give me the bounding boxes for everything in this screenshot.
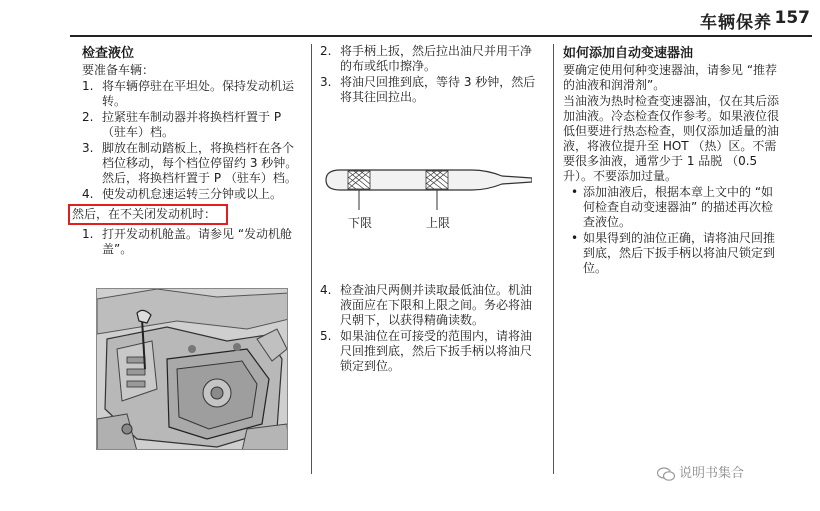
chapter-title: 车辆保养 bbox=[700, 13, 772, 33]
step-number: 2. bbox=[82, 110, 94, 124]
middle-column-lower bbox=[320, 283, 538, 375]
dipstick-drawing bbox=[322, 154, 532, 214]
column-divider bbox=[311, 44, 312, 474]
page-number: 157 bbox=[774, 8, 810, 28]
step-text: 打开发动机舱盖。请参见 “发动机舱盖”。 bbox=[102, 227, 293, 256]
list-item bbox=[320, 283, 538, 328]
list-item bbox=[320, 44, 538, 74]
bullet-text: 添加油液后，根据本章上文中的 “如何检查自动变速器油” 的描述再次检查液位。 bbox=[583, 185, 774, 229]
bullet-list bbox=[563, 185, 783, 276]
left-column bbox=[72, 46, 302, 258]
step-number: 4. bbox=[82, 187, 94, 201]
list-item bbox=[82, 187, 302, 202]
upper-hatch bbox=[426, 171, 448, 189]
step-text: 拉紧驻车制动器并将换档杆置于 P （驻车）档。 bbox=[102, 110, 282, 139]
step-text: 如果油位在可接受的范围内，请将油尺回推到底，然后下扳手柄以将油尺锁定到位。 bbox=[340, 329, 533, 373]
step-text: 将车辆停驻在平坦处。保持发动机运转。 bbox=[102, 79, 295, 108]
upper-limit-label: 上限 bbox=[426, 216, 451, 230]
list-item bbox=[82, 227, 302, 257]
step-number: 3. bbox=[320, 75, 332, 89]
paragraph: 当油液为热时检查变速器油，仅在其后添加油液。冷态检查仅作参考。如果液位很低但要进行热态检查，则仅添加适量的油液，将液位提升至 HOT （热）区。不需要很多油液，通常少于 1 品脱 （0.5 升）。不要添加过量。 bbox=[563, 94, 780, 183]
bullet: • bbox=[571, 231, 579, 245]
list-item bbox=[320, 75, 538, 105]
list-item bbox=[82, 141, 302, 186]
step-text: 检查油尺两侧并读取最低油位。机油液面应在下限和上限之间。务必将油尺朝下，以获得精确读数。 bbox=[340, 283, 533, 327]
chat-bubbles-icon bbox=[657, 467, 675, 481]
step-text: 将油尺回推到底，等待 3 秒钟，然后将其往回拉出。 bbox=[340, 75, 536, 104]
paragraph: 要确定使用何种变速器油，请参见 “推荐的油液和润滑剂”。 bbox=[563, 63, 778, 92]
dipstick-illustration bbox=[322, 154, 532, 234]
step-number: 1. bbox=[82, 227, 94, 241]
step-number: 4. bbox=[320, 283, 332, 297]
engine-steps bbox=[82, 227, 302, 257]
section-heading: 如何添加自动变速器油 bbox=[563, 46, 694, 61]
dipstick-steps bbox=[320, 44, 538, 105]
list-item bbox=[563, 185, 783, 230]
bullet: • bbox=[571, 185, 579, 199]
step-number: 1. bbox=[82, 79, 94, 93]
column-divider bbox=[553, 44, 554, 474]
middle-column bbox=[320, 44, 538, 106]
list-item bbox=[82, 79, 302, 109]
intro-text: 要准备车辆： bbox=[82, 63, 155, 77]
header-rule bbox=[70, 35, 812, 37]
prep-steps bbox=[82, 79, 302, 202]
step-number: 5. bbox=[320, 329, 332, 343]
step-number: 3. bbox=[82, 141, 94, 155]
list-item bbox=[320, 329, 538, 374]
step-text: 使发动机怠速运转三分钟或以上。 bbox=[102, 187, 283, 201]
list-item bbox=[82, 110, 302, 140]
step-text: 脚放在制动踏板上，将换档杆在各个档位移动，每个档位停留约 3 秒钟。然后，将换档杆置于 P （驻车）档。 bbox=[102, 141, 298, 185]
highlighted-instruction bbox=[68, 204, 228, 225]
lower-limit-label: 下限 bbox=[348, 216, 373, 230]
page-header bbox=[0, 0, 820, 38]
list-item bbox=[563, 231, 783, 276]
section-heading: 检查液位 bbox=[82, 46, 135, 61]
step-text: 将手柄上扳，然后拉出油尺并用干净的布或纸巾擦净。 bbox=[340, 44, 533, 73]
watermark-text: 说明书集合 bbox=[679, 466, 745, 481]
highlighted-text: 然后，在不关闭发动机时： bbox=[72, 207, 217, 221]
step-number: 2. bbox=[320, 44, 332, 58]
reading-steps bbox=[320, 283, 538, 374]
watermark bbox=[657, 462, 744, 481]
bullet-text: 如果得到的油位正确，请将油尺回推到底，然后下扳手柄以将油尺锁定到位。 bbox=[583, 231, 776, 275]
right-column bbox=[563, 46, 783, 277]
lower-hatch bbox=[348, 171, 370, 189]
engine-drawing bbox=[97, 289, 288, 450]
engine-bay-illustration bbox=[96, 288, 288, 450]
